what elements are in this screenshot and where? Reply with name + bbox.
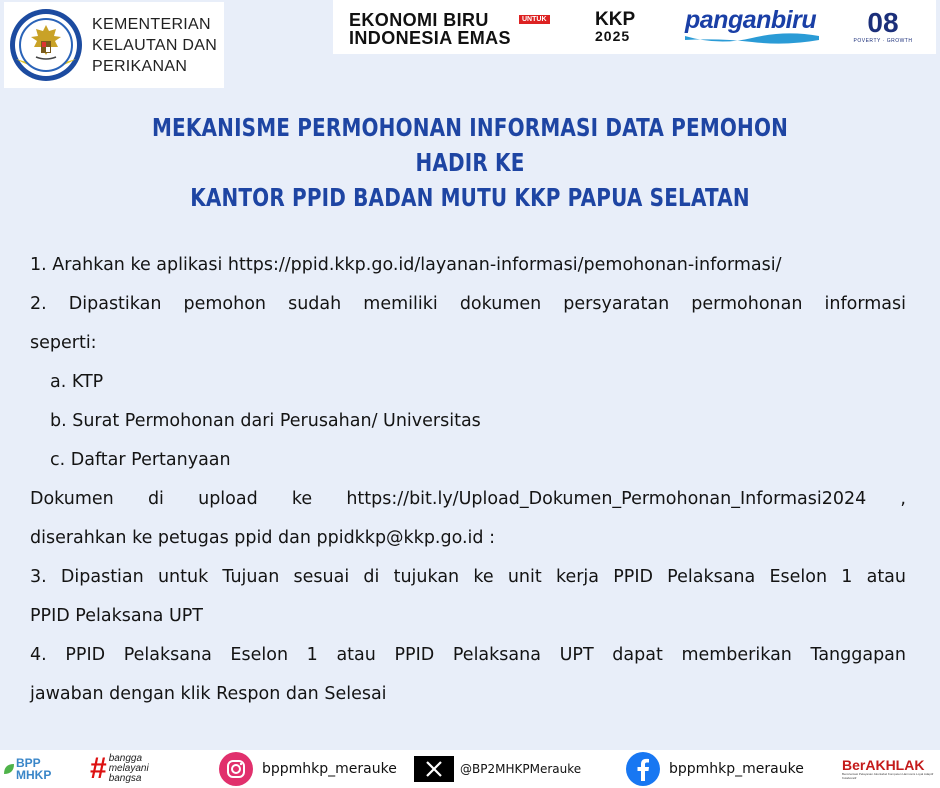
kkp-logo-text: KKP xyxy=(595,9,636,30)
instagram-handle[interactable]: bppmhkp_merauke xyxy=(262,761,397,777)
step-1: 1. Arahkan ke aplikasi https://ppid.kkp.go.id/layanan-informasi/pemohonan-informasi/ xyxy=(30,255,782,275)
required-doc-b: b. Surat Permohonan dari Perusahan/ Universitas xyxy=(50,411,481,431)
berakhlak-subtext: Berorientasi Pelayanan Akuntabel Kompeten Harmonis Loyal Adaptif Kolaboratif xyxy=(842,772,934,780)
facebook-icon xyxy=(626,752,660,786)
o8-logo xyxy=(853,8,913,48)
ministry-name-line2: KELAUTAN DAN xyxy=(92,36,218,54)
required-doc-c: c. Daftar Pertanyaan xyxy=(50,450,231,470)
wave-icon xyxy=(685,32,819,46)
berakhlak-text: BerAKHLAK xyxy=(842,757,925,773)
brand-logos-strip xyxy=(333,0,936,54)
panganbiru-text: panganbiru xyxy=(685,6,817,34)
ekonomi-biru-untuk: UNTUK xyxy=(519,15,550,24)
ekonomi-biru-logo xyxy=(349,10,549,48)
instagram-icon xyxy=(219,752,253,786)
bpp-logo-line1: BPP xyxy=(16,756,41,770)
kkp-logo-year: 2025 xyxy=(595,28,631,44)
bangga-word-1: bangga xyxy=(108,753,143,764)
footer-bar xyxy=(0,750,940,788)
bangga-melayani-bangsa-logo xyxy=(90,750,180,788)
step-2-line1: 2. Dipastikan pemohon sudah memiliki dokumen persyaratan permohonan informasi xyxy=(30,294,906,314)
berakhlak-logo xyxy=(842,750,938,788)
step-3-line1: 3. Dipastian untuk Tujuan sesuai di tujukan ke unit kerja PPID Pelaksana Eselon 1 atau xyxy=(30,567,906,587)
hashtag-mark: # xyxy=(90,752,107,785)
required-doc-a: a. KTP xyxy=(50,372,104,392)
step-4-line1: 4. PPID Pelaksana Eselon 1 atau PPID Pelaksana UPT dapat memberikan Tanggapan xyxy=(30,645,906,665)
step-4-line2: jawaban dengan klik Respon dan Selesai xyxy=(30,684,387,704)
title-line1: MEKANISME PERMOHONAN INFORMASI DATA PEMOHON HADIR KE xyxy=(151,113,789,177)
ministry-name xyxy=(92,14,217,77)
instagram-link[interactable] xyxy=(219,750,397,788)
facebook-handle[interactable]: bppmhkp_merauke xyxy=(669,761,804,777)
leaf-icon xyxy=(2,762,16,776)
x-link[interactable] xyxy=(414,750,581,788)
page-title xyxy=(126,110,814,215)
bpp-logo-line2: MHKP xyxy=(16,768,52,782)
upload-instruction-line2: diserahkan ke petugas ppid dan ppidkkp@kkp.go.id : xyxy=(30,528,495,548)
ministry-name-line3: PERIKANAN xyxy=(92,57,188,75)
bangga-word-2: melayani xyxy=(108,763,149,774)
mechanism-steps xyxy=(30,246,906,714)
x-handle[interactable]: @BP2MHKPMerauke xyxy=(460,762,582,776)
step-2-line2: seperti: xyxy=(30,333,97,353)
garuda-emblem-icon xyxy=(8,7,84,83)
ekonomi-biru-line2: INDONESIA EMAS xyxy=(349,28,511,48)
panganbiru-logo xyxy=(685,6,819,46)
o8-logo-caption: POVERTY · GROWTH xyxy=(853,38,913,44)
ministry-logo-box xyxy=(4,2,224,88)
x-icon xyxy=(414,756,454,782)
bpp-mhkp-logo xyxy=(2,750,64,788)
ekonomi-biru-line1: EKONOMI BIRU xyxy=(349,10,489,30)
bangga-word-3: bangsa xyxy=(108,773,142,784)
title-line2: KANTOR PPID BADAN MUTU KKP PAPUA SELATAN xyxy=(190,183,750,212)
o8-logo-number: 08 xyxy=(867,7,899,38)
upload-instruction-line1: Dokumen di upload ke https://bit.ly/Upload_Dokumen_Permohonan_Informasi2024 , xyxy=(30,489,906,509)
step-3-line2: PPID Pelaksana UPT xyxy=(30,606,203,626)
kkp-2025-logo xyxy=(595,10,651,44)
ministry-name-line1: KEMENTERIAN xyxy=(92,15,211,33)
facebook-link[interactable] xyxy=(626,750,804,788)
